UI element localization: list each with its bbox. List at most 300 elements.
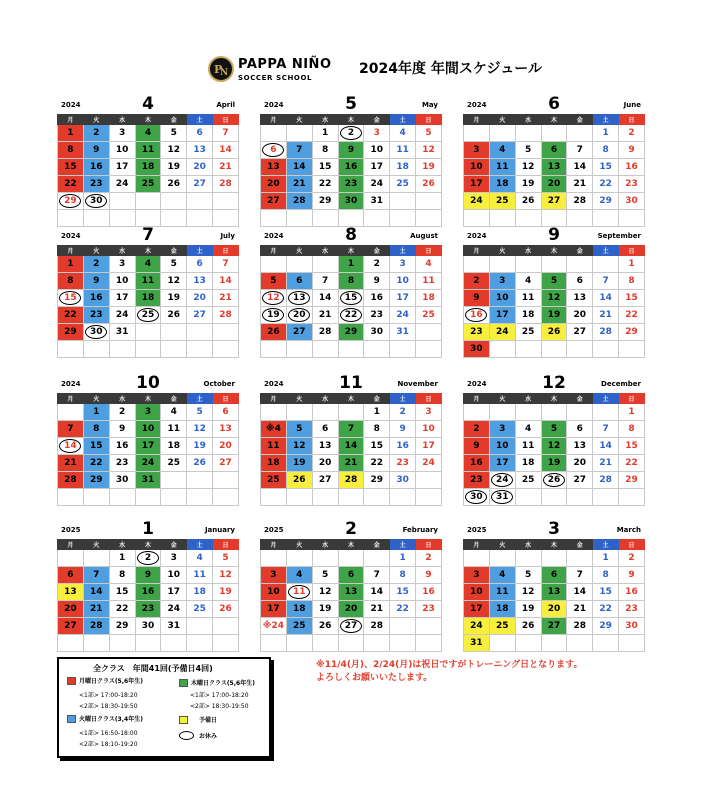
day-cell: 16	[83, 290, 109, 307]
empty-cell	[135, 210, 161, 227]
day-cell: 3	[416, 404, 442, 421]
empty-cell	[515, 550, 541, 567]
weekday-header: 木	[541, 394, 567, 404]
week-row	[261, 193, 442, 210]
week-row	[58, 341, 239, 358]
week-row	[464, 635, 645, 652]
weekday-header: 日	[416, 246, 442, 256]
off-day-circle: 31	[491, 490, 513, 504]
month-english-name: June	[623, 101, 641, 109]
week-row	[464, 489, 645, 506]
day-cell: 28	[213, 307, 239, 324]
day-cell: 3	[464, 142, 490, 159]
month-year: 2024	[264, 232, 284, 240]
day-cell: 18	[515, 455, 541, 472]
weekday-header: 日	[213, 394, 239, 404]
weekday-header: 火	[489, 540, 515, 550]
day-cell: 7	[312, 273, 338, 290]
month-september	[463, 225, 645, 385]
month-number: 7	[142, 225, 154, 245]
legend-thursday	[179, 678, 255, 687]
week-row	[464, 404, 645, 421]
day-cell: 24	[109, 176, 135, 193]
empty-cell	[261, 550, 287, 567]
off-day-circle: 6	[262, 143, 284, 157]
week-row	[261, 438, 442, 455]
day-cell: 25	[286, 618, 312, 635]
month-year: 2024	[467, 380, 487, 388]
day-cell: 23	[619, 176, 645, 193]
day-cell: 27	[541, 193, 567, 210]
day-cell: 9	[464, 438, 490, 455]
day-cell: 5	[515, 567, 541, 584]
day-cell: 20	[541, 601, 567, 618]
empty-cell	[567, 635, 593, 652]
day-cell: 9	[109, 421, 135, 438]
weekday-header: 土	[390, 115, 416, 125]
empty-cell	[489, 125, 515, 142]
brand-name: PAPPA NIÑO	[238, 56, 332, 72]
day-cell: 16	[464, 455, 490, 472]
week-row	[58, 455, 239, 472]
day-cell: 29	[58, 324, 84, 341]
day-cell: 9	[338, 142, 364, 159]
off-day-circle: 30	[465, 490, 487, 504]
monday-swatch	[67, 677, 76, 685]
empty-cell	[416, 489, 442, 506]
day-cell: 27	[187, 307, 213, 324]
day-cell: 20	[541, 176, 567, 193]
day-cell: 1	[58, 125, 84, 142]
empty-cell	[109, 193, 135, 210]
day-cell: 15	[312, 159, 338, 176]
day-cell: 16	[135, 584, 161, 601]
empty-cell	[109, 635, 135, 652]
day-cell: 29	[593, 193, 619, 210]
day-cell: 18	[286, 601, 312, 618]
day-cell: 4	[515, 421, 541, 438]
empty-cell	[416, 341, 442, 358]
off-day-circle: 30	[85, 194, 107, 208]
day-cell: 12	[515, 584, 541, 601]
day-cell: 3	[109, 256, 135, 273]
day-cell: 7	[593, 421, 619, 438]
day-cell: 4	[161, 404, 187, 421]
weekday-header: 火	[83, 115, 109, 125]
month-table	[57, 114, 239, 227]
day-cell: 23	[464, 472, 490, 489]
empty-cell	[364, 341, 390, 358]
empty-cell	[593, 635, 619, 652]
day-cell: 21	[286, 176, 312, 193]
note-line-1: ※11/4(月)、2/24(月)は祝日ですがトレーニング日となります。	[316, 660, 583, 670]
empty-cell	[416, 193, 442, 210]
empty-cell	[489, 210, 515, 227]
day-cell: 23	[83, 307, 109, 324]
weekday-header: 火	[489, 246, 515, 256]
day-cell: 6	[213, 404, 239, 421]
day-cell: 25	[261, 472, 287, 489]
weekday-header: 木	[541, 246, 567, 256]
day-cell: 7	[286, 142, 312, 159]
day-cell: 4	[390, 125, 416, 142]
day-cell: 20	[567, 307, 593, 324]
weekday-header: 木	[135, 540, 161, 550]
day-cell: 4	[286, 567, 312, 584]
day-cell: 14	[83, 584, 109, 601]
thursday-time-2: <2部> 18:30-19:50	[190, 703, 249, 710]
empty-cell	[58, 404, 84, 421]
day-cell: 28	[567, 193, 593, 210]
day-cell: 10	[109, 273, 135, 290]
empty-cell	[286, 210, 312, 227]
day-cell: 8	[312, 142, 338, 159]
day-cell	[489, 472, 515, 489]
empty-cell	[161, 193, 187, 210]
empty-cell	[489, 256, 515, 273]
day-cell: 5	[312, 567, 338, 584]
day-cell: 14	[593, 438, 619, 455]
day-cell: 4	[489, 567, 515, 584]
weekday-header: 金	[567, 115, 593, 125]
day-cell: 12	[541, 290, 567, 307]
day-cell: 9	[464, 290, 490, 307]
day-cell: 15	[593, 159, 619, 176]
empty-cell	[213, 341, 239, 358]
empty-cell	[187, 472, 213, 489]
month-year: 2025	[61, 526, 81, 534]
day-cell	[83, 324, 109, 341]
day-cell: 23	[338, 176, 364, 193]
empty-cell	[286, 489, 312, 506]
day-cell: 23	[464, 324, 490, 341]
day-cell: 14	[567, 159, 593, 176]
day-cell: 7	[338, 421, 364, 438]
day-cell: 10	[416, 421, 442, 438]
month-number: 12	[542, 373, 566, 393]
empty-cell	[213, 635, 239, 652]
off-day-circle: 30	[85, 325, 107, 339]
day-cell: 18	[261, 455, 287, 472]
month-header	[260, 225, 442, 245]
week-row	[58, 584, 239, 601]
day-cell	[58, 290, 84, 307]
week-row	[261, 421, 442, 438]
empty-cell	[541, 404, 567, 421]
weekday-header: 水	[109, 540, 135, 550]
weekday-header: 土	[187, 540, 213, 550]
empty-cell	[338, 489, 364, 506]
week-row	[464, 193, 645, 210]
month-november	[260, 373, 442, 533]
month-english-name: July	[220, 232, 235, 240]
day-cell: 11	[135, 142, 161, 159]
off-day-circle: 13	[288, 291, 310, 305]
weekday-header: 土	[187, 246, 213, 256]
day-cell: 13	[541, 159, 567, 176]
month-year: 2025	[467, 526, 487, 534]
day-cell: 24	[161, 601, 187, 618]
day-cell: 30	[464, 341, 490, 358]
day-cell: 11	[161, 421, 187, 438]
day-cell: 3	[390, 256, 416, 273]
weekday-header: 土	[593, 540, 619, 550]
day-cell: 21	[213, 159, 239, 176]
empty-cell	[135, 489, 161, 506]
weekday-header: 月	[58, 540, 84, 550]
week-row	[464, 142, 645, 159]
week-row	[464, 618, 645, 635]
empty-cell	[109, 341, 135, 358]
day-cell: 21	[364, 601, 390, 618]
empty-cell	[338, 210, 364, 227]
day-cell: 3	[364, 125, 390, 142]
empty-cell	[187, 210, 213, 227]
month-number: 2	[345, 519, 357, 539]
legend-monday	[67, 676, 143, 685]
week-row	[464, 550, 645, 567]
day-cell	[58, 193, 84, 210]
day-cell	[58, 438, 84, 455]
day-cell: 13	[213, 421, 239, 438]
day-cell: 8	[390, 567, 416, 584]
day-cell	[286, 307, 312, 324]
day-cell: 30	[619, 193, 645, 210]
month-year: 2024	[467, 232, 487, 240]
day-cell: 25	[135, 176, 161, 193]
week-row	[58, 290, 239, 307]
weekday-header: 土	[187, 394, 213, 404]
month-march	[463, 519, 645, 679]
day-cell: 9	[83, 273, 109, 290]
day-cell: 2	[83, 256, 109, 273]
day-cell: 26	[515, 618, 541, 635]
empty-cell	[161, 472, 187, 489]
day-cell: 18	[416, 290, 442, 307]
weekday-header: 月	[58, 394, 84, 404]
day-cell: 7	[593, 273, 619, 290]
empty-cell	[161, 635, 187, 652]
day-cell: 10	[464, 584, 490, 601]
off-oval-icon	[179, 731, 194, 740]
day-cell: 22	[619, 307, 645, 324]
thursday-class-label: 木曜日クラス(5,6年生)	[191, 680, 255, 687]
empty-cell	[261, 341, 287, 358]
empty-cell	[312, 341, 338, 358]
day-cell: 18	[489, 601, 515, 618]
month-year: 2024	[61, 101, 81, 109]
off-day-circle: 2	[340, 126, 362, 140]
weekday-header: 火	[286, 540, 312, 550]
empty-cell	[515, 404, 541, 421]
day-cell: 10	[489, 438, 515, 455]
day-cell: 17	[364, 159, 390, 176]
day-cell: 17	[109, 159, 135, 176]
legend-tuesday	[67, 714, 143, 723]
day-cell: 24	[416, 455, 442, 472]
month-english-name: April	[216, 101, 235, 109]
day-cell: 23	[619, 601, 645, 618]
day-cell: 13	[567, 290, 593, 307]
empty-cell	[312, 550, 338, 567]
weekday-header: 金	[161, 115, 187, 125]
month-august	[260, 225, 442, 385]
day-cell: 27	[541, 618, 567, 635]
day-cell: 6	[286, 273, 312, 290]
week-row	[261, 290, 442, 307]
day-cell: 30	[364, 324, 390, 341]
empty-cell	[567, 256, 593, 273]
day-cell: 3	[489, 421, 515, 438]
day-cell: 1	[312, 125, 338, 142]
empty-cell	[213, 472, 239, 489]
empty-cell	[135, 341, 161, 358]
week-row	[58, 176, 239, 193]
day-cell: 13	[312, 438, 338, 455]
day-cell: 26	[541, 324, 567, 341]
day-cell: 31	[464, 635, 490, 652]
day-cell: 18	[390, 159, 416, 176]
day-cell: 21	[213, 290, 239, 307]
empty-cell	[593, 256, 619, 273]
day-cell: 22	[593, 601, 619, 618]
week-row	[464, 159, 645, 176]
day-cell	[261, 290, 287, 307]
weekday-header: 水	[312, 540, 338, 550]
empty-cell	[567, 489, 593, 506]
week-row	[58, 489, 239, 506]
week-row	[58, 421, 239, 438]
weekday-header: 土	[187, 115, 213, 125]
weekday-header: 月	[261, 540, 287, 550]
empty-cell	[567, 550, 593, 567]
empty-cell	[213, 210, 239, 227]
week-row	[464, 567, 645, 584]
empty-cell	[464, 404, 490, 421]
day-cell: 4	[515, 273, 541, 290]
day-cell: 27	[213, 455, 239, 472]
monday-time-1: <1部> 17:00-18:20	[79, 692, 138, 699]
empty-cell	[58, 210, 84, 227]
day-cell: 28	[593, 472, 619, 489]
empty-cell	[619, 210, 645, 227]
day-cell: 7	[58, 421, 84, 438]
day-cell: 12	[161, 142, 187, 159]
day-cell: 18	[489, 176, 515, 193]
empty-cell	[286, 256, 312, 273]
day-cell	[489, 489, 515, 506]
day-cell	[261, 142, 287, 159]
day-cell: 24	[464, 193, 490, 210]
week-row	[464, 256, 645, 273]
day-cell: 19	[312, 601, 338, 618]
week-row	[464, 125, 645, 142]
day-cell: 26	[161, 176, 187, 193]
month-number: 8	[345, 225, 357, 245]
day-cell: 6	[58, 567, 84, 584]
day-cell: 4	[489, 142, 515, 159]
day-cell: 14	[213, 273, 239, 290]
day-cell: 22	[58, 307, 84, 324]
empty-cell	[364, 210, 390, 227]
week-row	[261, 210, 442, 227]
empty-cell	[312, 635, 338, 652]
weekday-header: 日	[619, 115, 645, 125]
month-table	[463, 539, 645, 652]
day-cell: 13	[541, 584, 567, 601]
empty-cell	[286, 550, 312, 567]
day-cell: 16	[109, 438, 135, 455]
day-cell: 8	[619, 421, 645, 438]
month-year: 2024	[264, 101, 284, 109]
tuesday-swatch	[67, 715, 76, 723]
day-cell: 6	[541, 142, 567, 159]
monday-time-2: <2部> 18:30-19:50	[79, 703, 138, 710]
day-cell: 2	[390, 404, 416, 421]
month-header	[260, 94, 442, 114]
day-cell: 10	[135, 421, 161, 438]
day-cell: 5	[187, 404, 213, 421]
month-header	[260, 519, 442, 539]
off-day-circle: 16	[465, 308, 487, 322]
week-row	[464, 176, 645, 193]
empty-cell	[261, 635, 287, 652]
day-cell: 14	[213, 142, 239, 159]
day-cell: 27	[261, 193, 287, 210]
weekday-header: 水	[312, 115, 338, 125]
month-table	[260, 245, 442, 358]
day-cell: 29	[364, 472, 390, 489]
empty-cell	[515, 489, 541, 506]
day-cell: 26	[515, 193, 541, 210]
day-cell: 12	[312, 584, 338, 601]
day-cell: 5	[213, 550, 239, 567]
weekday-header: 木	[338, 246, 364, 256]
day-cell: 28	[213, 176, 239, 193]
month-english-name: May	[421, 101, 438, 109]
empty-cell	[593, 210, 619, 227]
day-cell: 25	[489, 618, 515, 635]
weekday-header: 金	[364, 115, 390, 125]
day-cell: 25	[416, 307, 442, 324]
week-row	[58, 635, 239, 652]
day-cell: 25	[489, 193, 515, 210]
day-cell: 26	[213, 601, 239, 618]
off-day-circle: 27	[340, 619, 362, 633]
legend-title: 全クラス 年間41回(予備日4回)	[93, 664, 213, 673]
week-row	[261, 125, 442, 142]
day-cell: 27	[286, 324, 312, 341]
day-cell: 18	[135, 290, 161, 307]
day-cell: 15	[619, 290, 645, 307]
week-row	[58, 142, 239, 159]
day-cell: 14	[286, 159, 312, 176]
day-cell: 28	[364, 618, 390, 635]
day-cell: 24	[489, 324, 515, 341]
legend-box	[57, 657, 271, 758]
day-cell: 14	[338, 438, 364, 455]
weekday-header: 水	[109, 394, 135, 404]
empty-cell	[593, 341, 619, 358]
month-table	[57, 245, 239, 358]
month-year: 2025	[264, 526, 284, 534]
week-row	[261, 472, 442, 489]
week-row	[464, 584, 645, 601]
month-table	[463, 393, 645, 506]
off-day-circle: 22	[340, 308, 362, 322]
day-cell: 15	[364, 438, 390, 455]
day-cell: 17	[161, 584, 187, 601]
